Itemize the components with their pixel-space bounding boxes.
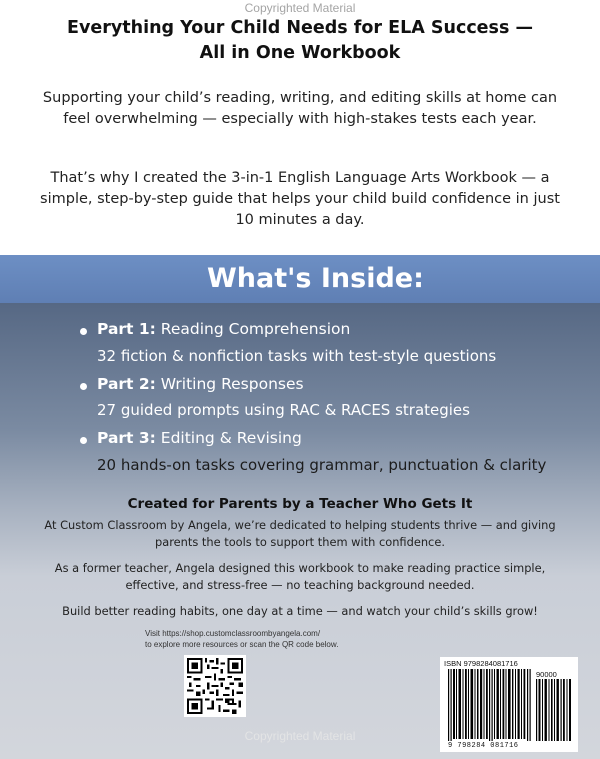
bullet-icon [80, 383, 87, 390]
about-paragraph-2: As a former teacher, Angela designed this workbook to make reading practice simple, effective, and stress-free — no teaching background needed. [54, 561, 546, 592]
part-1-name: Reading Comprehension [160, 320, 351, 338]
about-paragraph-3: Build better reading habits, one day at a time — and watch your child’s skills grow! [62, 604, 538, 618]
part-2-name: Writing Responses [160, 375, 304, 393]
visit-line-2: to explore more resources or scan the QR code below. [145, 640, 339, 649]
part-2-description: 27 guided prompts using RAC & RACES strategies [97, 401, 470, 419]
part-3-name: Editing & Revising [160, 429, 302, 447]
isbn-text: ISBN 9798284081716 [444, 659, 518, 668]
whats-inside-band [0, 255, 600, 303]
visit-text [145, 628, 385, 650]
headline-line-2: All in One Workbook [199, 43, 401, 63]
part-1-label: Part 1: [97, 320, 156, 338]
watermark-top: Copyrighted Material [244, 1, 356, 15]
intro-section [0, 0, 600, 255]
price-code: 90000 [536, 670, 557, 679]
headline-line-1: Everything Your Child Needs for ELA Success — [67, 18, 533, 38]
part-1-heading [97, 319, 350, 339]
bullet-icon [80, 437, 87, 444]
intro-paragraph-1: Supporting your child’s reading, writing, and editing skills at home can feel overwhelming — especially with high-stakes tests each year. [42, 90, 558, 127]
part-3-description: 20 hands-on tasks covering grammar, punctuation & clarity [97, 456, 547, 474]
qr-code-icon[interactable] [184, 655, 246, 717]
headline [30, 16, 570, 66]
about-title: Created for Parents by a Teacher Who Gets It [127, 496, 473, 512]
whats-inside-title: What's Inside: [207, 263, 424, 294]
about-paragraph-1: At Custom Classroom by Angela, we’re dedicated to helping students thrive — and giving parents the tools to support them with confidence. [44, 518, 556, 549]
part-2-heading [97, 374, 304, 394]
visit-line-1[interactable]: Visit https://shop.customclassroombyangela.com/ [145, 629, 321, 638]
lower-section [0, 303, 600, 759]
part-3-heading [97, 428, 302, 448]
part-1-description: 32 fiction & nonfiction tasks with test-style questions [97, 347, 497, 365]
bullet-icon [80, 328, 87, 335]
part-3-label: Part 3: [97, 429, 156, 447]
watermark-bottom: Copyrighted Material [244, 729, 356, 743]
part-2-label: Part 2: [97, 375, 156, 393]
isbn-digits: 9 798284 081716 [448, 742, 519, 750]
intro-paragraph-2: That’s why I created the 3-in-1 English Language Arts Workbook — a simple, step-by-step guide that helps your child build confidence in just 10 minutes a day. [40, 170, 560, 228]
